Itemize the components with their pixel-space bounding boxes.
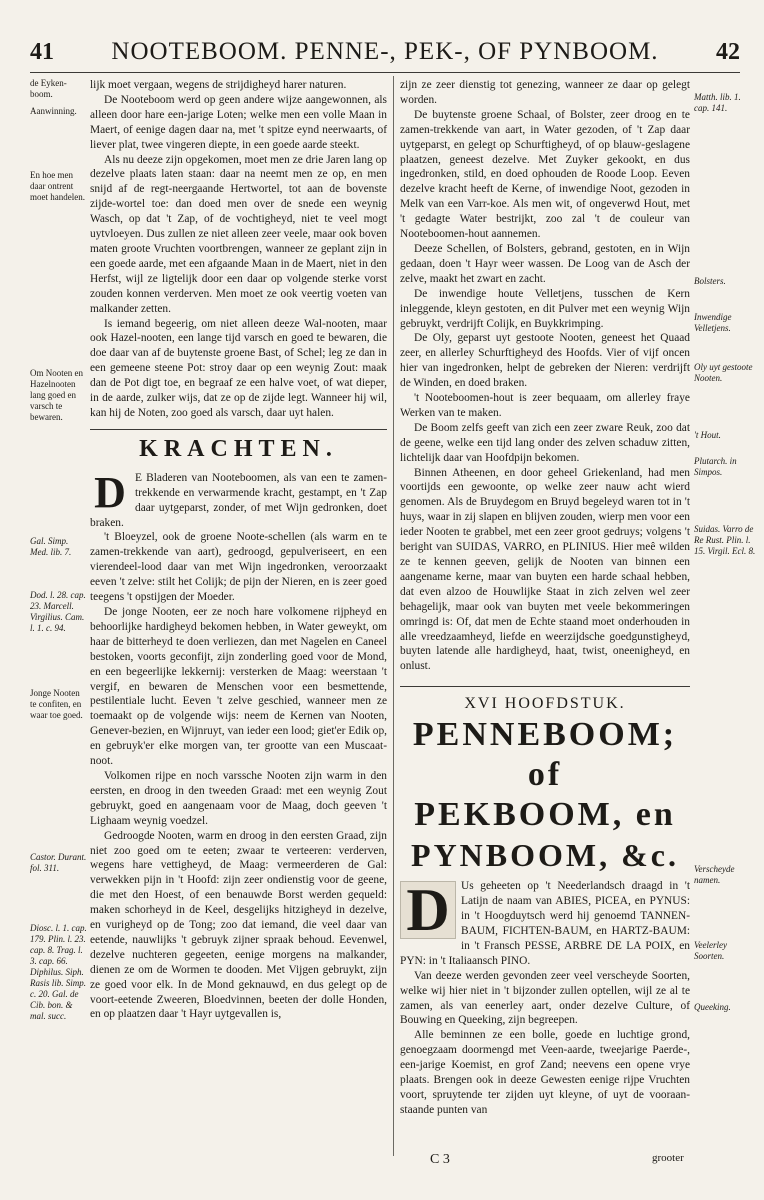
- drop-cap: D: [94, 467, 126, 517]
- margin-note: En hoe men daar ontrent moet handelen.: [30, 170, 85, 202]
- drop-cap: D: [400, 881, 456, 939]
- paragraph: Volkomen rijpe en noch varssche Nooten zijn warm in den eersten, en droog in den tweeden Graad: met een weynig Zout gebruykt, goed en aangenaam voor de Maag, doch geeven 't Lighaam weynig voedzel.: [90, 769, 387, 827]
- paragraph: Van deeze werden gevonden zeer veel verscheyde Soorten, welke wij hier niet in 't bijzonder zullen optellen, wijl ze al te zamen, als van eenerley aart, onder dezelve Culture, of Bouwing en Queeking, zijn begreepen.: [400, 969, 690, 1027]
- margin-note: 't Hout.: [694, 430, 721, 440]
- margin-note: Oly uyt gestoote Nooten.: [694, 362, 753, 383]
- margin-note: Plutarch. in Simpos.: [694, 456, 737, 477]
- margin-note: Diosc. l. 1. cap. 179. Plin. l. 23. cap. 8. Trag. l. 3. cap. 66. Diphilus. Siph. Rasis lib. Simp. c. 20. Gal. de Cib. bon. & mal. succ.: [30, 923, 87, 1021]
- paragraph: Gedroogde Nooten, warm en droog in den eersten Graad, zijn niet zoo goed om te eeten; zwaar te verteeren: verderven, wegens hare vettigheyd, de Maag: vermeerderen de Gal: verwekken pijn in 't Hoofd: zijn zeer ondienstig voor de geene, die met den Hoest, of een benauwde Borst werden gequeld: maken schorheyd in de Keel, desgelijks hitzigheyd in dezelve, en vurigheyd op de Tong; zoo dat iemand, die veel daar van eetende, nauwlijks 't gebruyk zijner spraak behoud. Eevenwel, dezelve nuchteren gegeeten, eenige morgens na malkander, dienen ze om de Wormen te dooden. Met Vijgen gebruykt, zijn ze goed voor elk. In de Mond geknauwd, en dus gelegt op de voort-eetende Zweeren, Bloedvinnen, beeten der dolle Honden, en op plaatzen daar 't Hayr uytgevallen is,: [90, 829, 387, 1021]
- paragraph: Deeze Schellen, of Bolsters, gebrand, gestoten, en in Wijn gedaan, doen 't Hayr weer wassen. De Loog van de Asch der zelve, maakt het zwart en zacht.: [400, 242, 690, 285]
- paragraph: 't Nooteboomen-hout is zeer bequaam, om allerley fraye Werken van te maken.: [400, 392, 690, 419]
- margin-note: Inwendige Velletjens.: [694, 312, 732, 333]
- catchword: grooter: [652, 1152, 684, 1164]
- chapter-title-line: PENNEBOOM; of: [412, 716, 678, 794]
- paragraph: [90, 467, 387, 531]
- margin-note: Om Nooten en Hazelnooten lang goed en varsch te bewaren.: [30, 368, 83, 422]
- paragraph: Binnen Atheenen, en door geheel Griekenland, had men voortijds een gewoonte, op welke zeer nauw acht wierd genomen. Als de Bruydegom en Bruyd begeleyd waren tot in 't huys, waar in zij slapen en blijven zouden, wierp men voor een ieder Nooten te grabbel, met een zeer groot gedruys; volgens 't beright van SUIDAS, VARRO, en PLINIUS. Hier meê wilden ze te kennen geeven, gelijk de Nooten van binnen een aangename kerne, maar van buyten een harde schaal hebben, dat even alzoo de Houwlijke Staat in zich zelven wel zeer behagelijk, maar ook van buyten met veele bekommeringen omringd is: Of, dat men de Echte staand moet onderhouden in alle vreedzaamheyd, liefde en weerzijdsche goedgunstigheyd, buyten latende alle hardigheyd, haat, twist, oneenigheyd, en onlust.: [400, 466, 690, 673]
- paragraph: [400, 879, 690, 968]
- paragraph: De Oly, geparst uyt gestoote Nooten, geneest het Quaad zeer, en allerley Schurftigheyd des Hoofds. Vier of vijf oncen hier van ingedronken, helpt de gebreken der Nieren: verdrijft de Winden, en doed braken.: [400, 332, 690, 390]
- margin-note: Jonge Nooten te confiten, en waar toe goed.: [30, 688, 83, 720]
- paragraph: De inwendige houte Velletjens, tusschen de Kern inleggende, kleyn gestoten, en dit Pulver met een weynig Wijn gebruykt, verdrijft Colijk, en Buykkrimping.: [400, 287, 690, 330]
- right-margin-notes: [694, 78, 756, 1148]
- running-title: NOOTEBOOM. PENNE-, PEK-, OF PYNBOOM.: [111, 38, 659, 65]
- right-text-column: [400, 78, 690, 1118]
- paragraph-text: Us geheeten op 't Neederlandsch draagd in 't Latijn de naam van ABIES, PICEA, en PYNUS: in 't Hoogduytsch werd hij genoemd TANNEN-BAUM, FICHTEN-BAUM, en HARTZ-BAUM: in 't Fransch PESSE, ARBRE DE LA POIX, en PYN: in 't Italiaansch PINO.: [400, 880, 690, 967]
- signature-mark: C 3: [430, 1152, 450, 1167]
- paragraph: De Nooteboom werd op geen andere wijze aangewonnen, als alleen door hare een-jarige Loten; welke men een volle Maan in Maert, of eenige dagen daar na, met 't spitze eynd neerwaarts, of liever plat, twee vingeren diepte, in een goede aarde steekt.: [90, 93, 387, 151]
- chapter-title-line: PEKBOOM, en: [414, 796, 676, 834]
- page-number-left: 41: [30, 39, 54, 65]
- paragraph: Als nu deeze zijn opgekomen, moet men ze drie Jaren lang op dezelve plaats laten staan: daar na neemt men ze op, en men snijd af de regt-neergaande Hertwortel, tot aan de bovenste zijde-wortel toe: dan doed men over de snede een weynig Wasch, op dat 't Zap, of de vochtigheyd, niet te veel mogt uytvloeyen. Dus zullen ze niet alleen zeer veele, maar ook boven maten groote Vruchten voortbrengen, wanneer ze geplant zijn in een goede aarde, met een afgaande Maan in de Maert, niet in den Herfst, wijl ze ligtelijk door een daar op volgende sterke vorst zouden konnen verderven. Men moet ze ook veertig voeten van malkander zetten.: [90, 153, 387, 315]
- margin-note: Matth. lib. 1. cap. 141.: [694, 92, 741, 113]
- margin-note: Dod. l. 28. cap. 23. Marcell. Virgilius. Cam. l. 1. c. 94.: [30, 590, 86, 633]
- section-title: KRACHTEN.: [90, 429, 387, 463]
- chapter-label: XVI HOOFDSTUK.: [464, 695, 626, 713]
- chapter-rule: [400, 686, 690, 687]
- paragraph-text: E Bladeren van Nooteboomen, als van een te zamen-trekkende en verwarmende kracht, gestampt, en 't Zap daar uytgeparst, zonder, of met Wijn gedronken, doet braken.: [90, 471, 387, 529]
- paragraph: Is iemand begeerig, om niet alleen deeze Wal-nooten, maar ook Hazel-nooten, een lange tijd varsch en goed te bewaren, die doe daar van af de buytenste groene Bast, of Schel; leg ze dan in een gemeene steene Pot: stroy daar op een weynig Zout: maak dan de Pot digt toe, en begraaf ze een halve voet, of wat dieper, in de aarde, zulker wijs, dat ze op de zijde legt. Wanneer hij wil, kan hij de Noten, zoo goed als varsch, daar uyt halen.: [90, 317, 387, 419]
- margin-note: Verscheyde namen.: [694, 864, 735, 885]
- left-text-column: [90, 78, 387, 1022]
- left-margin-notes: [30, 78, 88, 1148]
- margin-note: Aanwinning.: [30, 106, 77, 116]
- running-header: [30, 38, 740, 73]
- paragraph: De Boom zelfs geeft van zich een zeer zware Reuk, zoo dat de geene, welke een tijd lang onder des zelven schaduw zitten, lichtelijk daar van Hoofdpijn bekomen.: [400, 421, 690, 464]
- chapter-title-line: PYNBOOM, &c.: [411, 837, 679, 874]
- margin-note: Gal. Simp. Med. lib. 7.: [30, 536, 72, 557]
- margin-note: Veelerley Soorten.: [694, 940, 727, 961]
- page-number-right: 42: [715, 39, 740, 65]
- margin-note: Castor. Durant. fol. 311.: [30, 852, 87, 873]
- paragraph: De buytenste groene Schaal, of Bolster, zeer droog en te zamen-trekkende van aart, in Water gezoden, of 't Zap daar uytgeparst, en gelegt op Schurftigheyd, of op blauw-geslagene plaatzen, geneest dezelve. Met Zuyker gekookt, en dus ingedronken, stild, en doed ophouden de Roode Loop. Eeven dezelve kracht heeft de Kerne, of inwendige Noot, gezoden in Melk van een Varr-koe. Als men wit, of ongeverwd Hout, met 't gedagte Water bestrijkt, zoo zal 't de couleur van Nooteboomen-hout aannemen.: [400, 108, 690, 241]
- paragraph: 't Bloeyzel, ook de groene Noote-schellen (als warm en te zamen-trekkende van aart), gedroogd, gepulveriseert, en een vierendeel-lood daar van met Wijn ingedronken, veroorzaakt eeven 't zelve: stilt het Colijk; de pijn der Nieren, en is zeer goed teegens 't opstijgen der Moeder.: [90, 531, 387, 604]
- margin-note: Suidas. Varro de Re Rust. Plin. l. 15. Virgil. Ecl. 8.: [694, 524, 756, 556]
- margin-note: Bolsters.: [694, 276, 726, 286]
- column-divider: [393, 76, 394, 1156]
- paragraph: zijn ze zeer dienstig tot genezing, wanneer ze daar op gelegt worden.: [400, 79, 690, 106]
- margin-note: de Eyken-boom.: [30, 78, 67, 99]
- paragraph: lijk moet vergaan, wegens de strijdigheyd harer naturen.: [90, 79, 347, 91]
- margin-note: Queeking.: [694, 1002, 731, 1012]
- paragraph: De jonge Nooten, eer ze noch hare volkomene rijpheyd en behoorlijke hardigheyd bekomen hebben, in Water geweykt, om haar de bitterheyd te doen verliezen, dan met Nagelen en Caneel bestoken, voorts geconfijt, zijn zonderling goed voor de Mond, en een begeerlijke lekkernij: versterken de Maag: weerstaan 't vergif, en bewaren de Menschen voor een besmettende, pestilentiale lucht. Eeven 't zelve geschied, wanneer men ze toemaakt op de volgende wijs: neem de Kernen van Nooten, Genever-bezien, en Wijnruyt, van ieder een lood; giet'er Edik op, en gebruyk'er elke morgen van, ter grootte van een Muscaat-noot.: [90, 606, 387, 768]
- paragraph: Alle beminnen ze een bolle, goede en luchtige grond, genoegzaam doormengd met Veen-aarde, tweejarige Paerde-, een-jarige Koemist, en grof Zand; neevens een opene vrye plaats. Brengen ook in deeze Gewesten eenige rijpe Vruchten voort, spruytende ter zijden uyt kleyne, of uyt de vooraan-staande punten van: [400, 1029, 690, 1116]
